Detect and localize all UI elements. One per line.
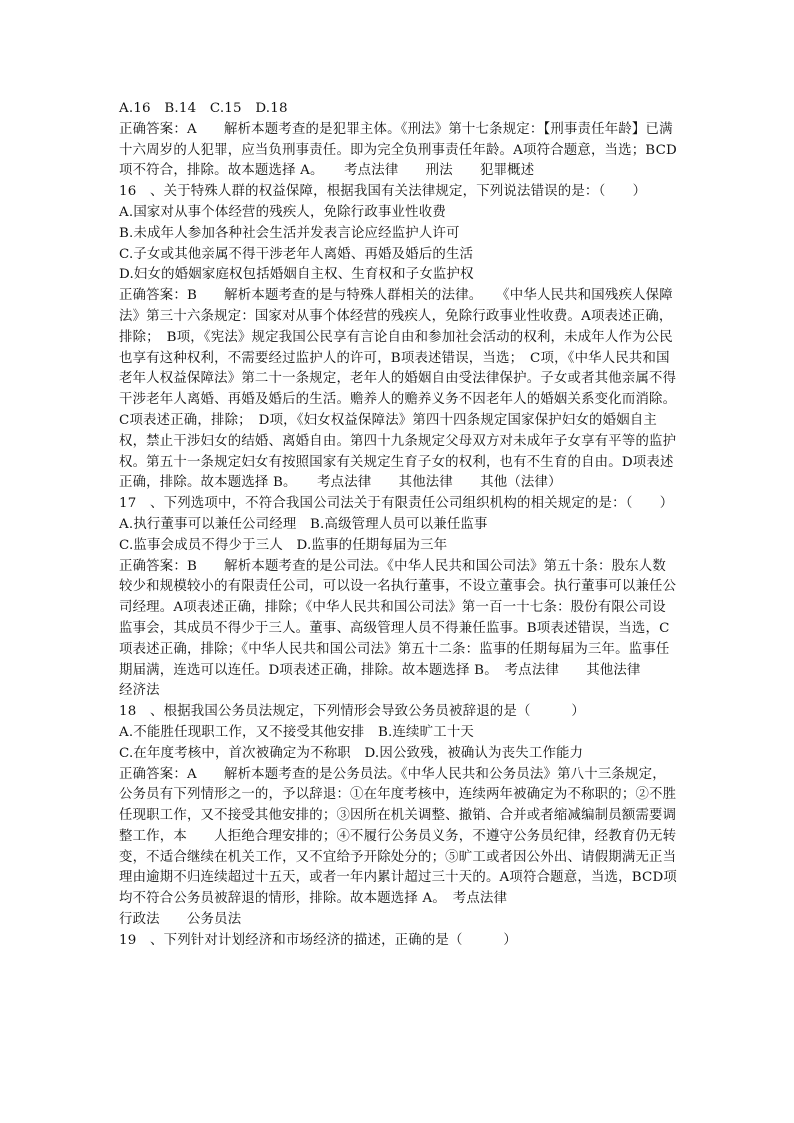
q16-option-a: A.国家对从事个体经营的残疾人，免除行政事业性收费 (119, 204, 446, 220)
q15-options: A.16 B.14 C.15 D.18 (119, 101, 288, 116)
q16-answer-analysis: 正确答案：B 解析本题考查的是与特殊人群相关的法律。 《中华人民共和国残疾人保障法》第三十六条规定：国家对从事个体经营的残疾人，免除行政事业性收费。A项表述正确，排除； B项，《宪法》规定我国公民享有言论自由和参加社会活动的权利，未成年人作为公民也享有这种权利，不需要经过监护人的许可，B项表述错误，当选； C项，《中华人民共和国老年人权益保障法》第二十一条规定，老年人的婚姻自由受法律保护。子女或者其他亲属不得干涉老年人离婚、再婚及婚后的生活。赡养人的赡养义务不因老年人的婚姻关系变化而消除。C项表述正确，排除； D项，《妇女权益保障法》第四十四条规定国家保护妇女的婚姻自主权，禁止干涉妇女的结婚、离婚自由。第四十九条规定父母双方对未成年子女享有平等的监护权。第五十一条规定妇女有按照国家有关规定生育子女的权利，也有不生育的自由。D项表述正确，排除。故本题选择 B。 考点法律 其他法律 其他（法律） (119, 288, 677, 491)
q18-answer-analysis: 正确答案：A 解析本题考查的是公务员法。《中华人民共和公务员法》第八十三条规定，公务员有下列情形之一的，予以辞退：①在年度考核中，连续两年被确定为不称职的；②不胜任现职工作，又不接受其他安排的；③因所在机关调整、撤销、合并或者缩减编制员额需要调整工作，本 人拒绝合理安排的；④不履行公务员义务，不遵守公务员纪律，经教育仍无转变，不适合继续在机关工作，又不宜给予开除处分的；⑤旷工或者因公外出、请假期满无正当理由逾期不归连续超过十五天，或者一年内累计超过三十天的。A项符合题意，当选，BCD项均不符合公务员被辞退的情形，排除。故本题选择 A。 考点法律 (119, 766, 677, 907)
q18-options-cd: C.在年度考核中，首次被确定为不称职 D.因公致残，被确认为丧失工作能力 (119, 745, 584, 761)
q17-options-ab: A.执行董事可以兼任公司经理 B.高级管理人员可以兼任监事 (119, 516, 488, 532)
q18-options-ab: A.不能胜任现职工作，又不接受其他安排 B.连续旷工十天 (119, 724, 474, 740)
q15-answer-analysis: 正确答案：A 解析本题考查的是犯罪主体。《刑法》第十七条规定：【刑事责任年龄】已满十六周岁的人犯罪，应当负刑事责任。即为完全负刑事责任年龄。A项符合题意，当选；BCD项不符合，排除。故本题选择 A。 考点法律 刑法 犯罪概述 (119, 121, 677, 179)
document-page (119, 99, 679, 952)
q18-question: 18 、根据我国公务员法规定，下列情形会导致公务员被辞退的是（ ） (119, 704, 585, 720)
q19-question: 19 、下列针对计划经济和市场经济的描述，正确的是（ ） (119, 932, 517, 948)
q16-option-c: C.子女或其他亲属不得干涉老年人离婚、再婚及婚后的生活 (119, 246, 474, 262)
q16-option-d: D.妇女的婚姻家庭权包括婚姻自主权、生育权和子女监护权 (119, 267, 474, 283)
q17-options-cd: C.监事会成员不得少于三人 D.监事的任期每届为三年 (119, 537, 448, 553)
q16-option-b: B.未成年人参加各种社会生活并发表言论应经监护人许可 (119, 225, 460, 241)
q16-question: 16 、关于特殊人群的权益保障，根据我国有关法律规定，下列说法错误的是：（ ） (119, 184, 647, 200)
q18-category: 行政法 公务员法 (119, 912, 242, 928)
q17-question: 17 、下列选项中，不符合我国公司法关于有限责任公司组织机构的相关规定的是：（ ） (119, 496, 674, 512)
q17-answer-analysis: 正确答案：B 解析本题考查的是公司法。《中华人民共和国公司法》第五十条：股东人数较少和规模较小的有限责任公司，可以设一名执行董事，不设立董事会。执行董事可以兼任公司经理。A项表述正确，排除；《中华人民共和国公司法》第一百一十七条：股份有限公司设监事会，其成员不得少于三人。董事、高级管理人员不得兼任监事。B项表述错误，当选，C项表述正确，排除；《中华人民共和国公司法》第五十二条：监事的任期每届为三年。监事任期届满，连选可以连任。D项表述正确，排除。故本题选择 B。 考点法律 其他法律 经济法 (119, 558, 677, 699)
